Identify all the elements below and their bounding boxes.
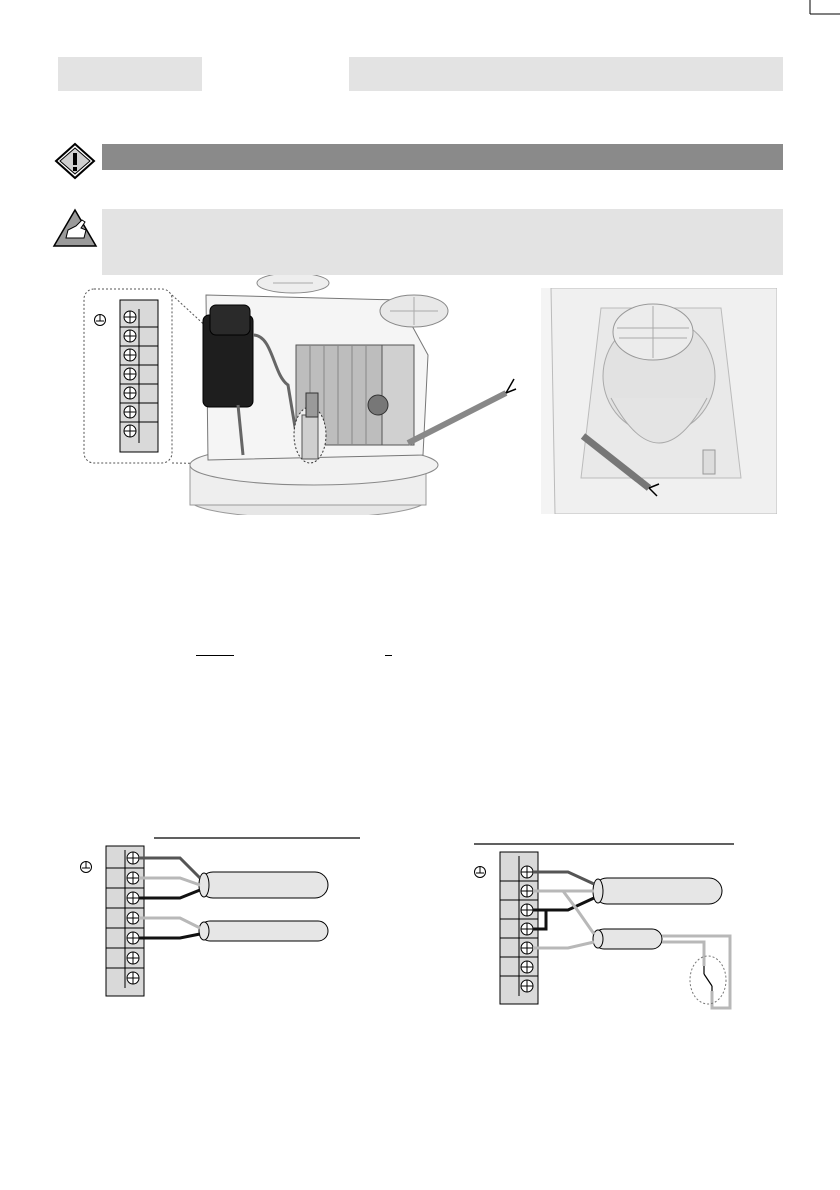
- warning-bar: [102, 144, 783, 170]
- terminal-block: [500, 852, 538, 1004]
- terminal-screw: [124, 425, 136, 437]
- terminal-screw: [521, 885, 533, 897]
- terminal-screw: [124, 311, 136, 323]
- underline-mark: [385, 655, 392, 656]
- terminal-screw: [127, 932, 139, 944]
- terminal-screw: [521, 923, 533, 935]
- terminal-screw: [127, 912, 139, 924]
- cable-entry-figure: [541, 288, 777, 514]
- terminal-screw: [127, 852, 139, 864]
- terminal-screw: [127, 972, 139, 984]
- warning-diamond-icon: [52, 142, 98, 180]
- terminal-screw: [521, 904, 533, 916]
- pointing-hand-icon: [52, 208, 98, 248]
- underline-mark: [196, 655, 234, 656]
- crop-mark-top-right: [770, 0, 840, 30]
- terminal-screw: [521, 980, 533, 992]
- note-box: [102, 209, 783, 275]
- header-left-box: [58, 57, 202, 91]
- terminal-screw: [127, 952, 139, 964]
- crop-mark-top-left: [0, 0, 1, 1]
- terminal-screw: [521, 866, 533, 878]
- ground-symbol: [475, 867, 486, 878]
- signal-cable: [139, 918, 328, 941]
- terminal-screw: [124, 406, 136, 418]
- header-right-box: [349, 57, 783, 91]
- terminal-screw: [124, 330, 136, 342]
- terminal-block: [120, 300, 158, 452]
- terminal-screw: [521, 961, 533, 973]
- wiring-diagram-left: [70, 828, 370, 1003]
- terminal-screw: [127, 872, 139, 884]
- terminal-screw: [127, 892, 139, 904]
- terminal-screw: [124, 349, 136, 361]
- wiring-diagram-right: [468, 836, 748, 1016]
- terminal-block: [106, 846, 144, 996]
- power-cable: [139, 858, 328, 898]
- ground-symbol: [81, 862, 92, 873]
- terminal-screw: [124, 387, 136, 399]
- external-switch: [704, 966, 712, 991]
- heat-pump-unit: [190, 275, 516, 515]
- unit-cutaway-figure: [78, 275, 528, 515]
- terminal-screw: [124, 368, 136, 380]
- terminal-screw: [521, 942, 533, 954]
